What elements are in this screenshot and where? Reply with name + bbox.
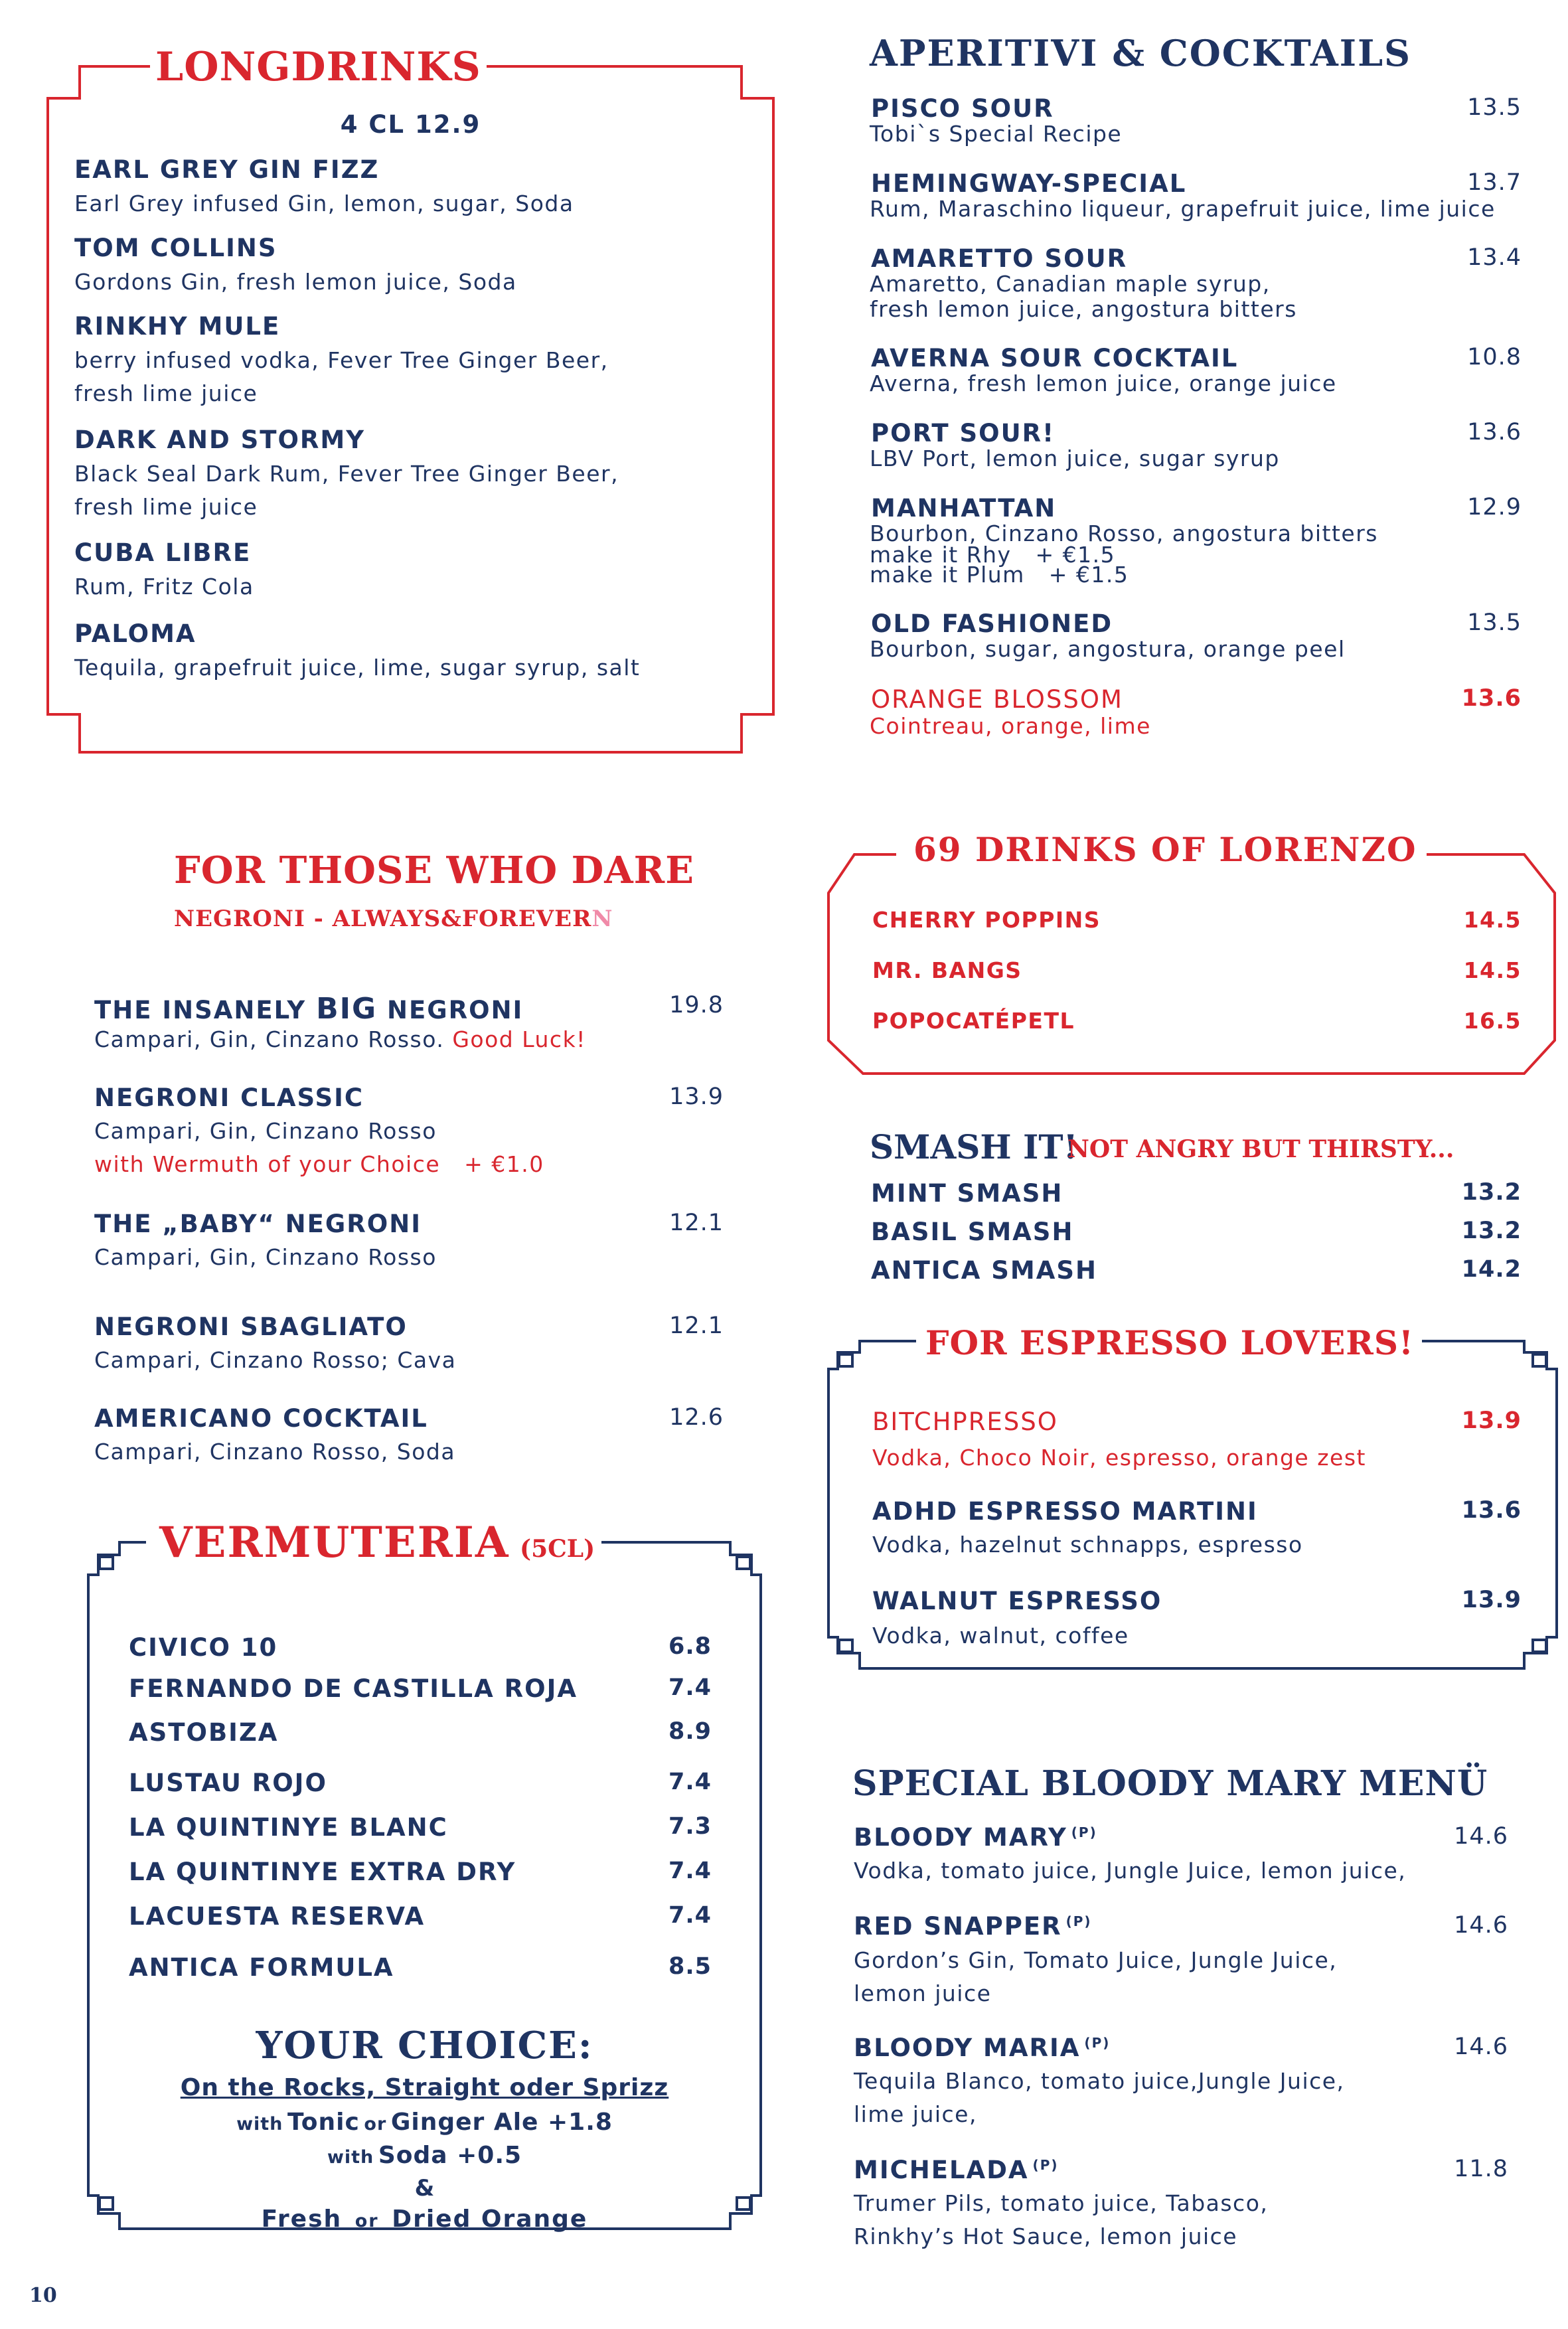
bloody-item-price: 14.6 xyxy=(1454,2034,1508,2060)
ginger-ale-option: Ginger Ale +1.8 xyxy=(390,2109,613,2136)
vermouth-price: 7.4 xyxy=(668,1769,712,1795)
bloody-name: BLOODY MARIA xyxy=(854,2034,1081,2062)
bloody-name: RED SNAPPER xyxy=(854,1912,1062,1941)
or-label: or xyxy=(354,2211,379,2231)
bloody-mark: (P) xyxy=(1084,2034,1111,2051)
cocktail-desc: Rum, Maraschino liqueur, grapefruit juice, lime juice xyxy=(870,196,1496,222)
negroni-desc-text: Campari, Gin, Cinzano Rosso. xyxy=(94,1026,453,1052)
bloody-name: MICHELADA xyxy=(854,2156,1029,2184)
wermuth-note: with Wermuth of your Choice + €1.0 xyxy=(94,1151,544,1177)
espresso-item-name: WALNUT ESPRESSO xyxy=(872,1587,1162,1615)
negroni-price: 13.9 xyxy=(669,1084,724,1110)
espresso-item-price: 13.9 xyxy=(1461,1407,1522,1434)
cocktail-desc: fresh lemon juice, angostura bitters xyxy=(870,296,1297,322)
bloody-item-desc: Rinkhy’s Hot Sauce, lemon juice xyxy=(854,2223,1238,2249)
soda-option: Soda +0.5 xyxy=(378,2142,522,2169)
cocktail-desc: Averna, fresh lemon juice, orange juice xyxy=(870,370,1337,396)
longdrink-name: EARL GREY GIN FIZZ xyxy=(74,155,380,184)
vermouth-name: LA QUINTINYE EXTRA DRY xyxy=(129,1858,516,1886)
cocktail-desc: Bourbon, sugar, angostura, orange peel xyxy=(870,636,1346,662)
smash-item-price: 13.2 xyxy=(1461,1218,1522,1244)
negroni-name: NEGRONI CLASSIC xyxy=(94,1084,364,1112)
bloody-item-price: 14.6 xyxy=(1454,1912,1508,1939)
negroni-name: THE „BABY“ NEGRONI xyxy=(94,1210,422,1238)
bloody-title: SPECIAL BLOODY MARY MENÜ xyxy=(852,1763,1488,1804)
bloody-item-name xyxy=(854,2034,1110,2062)
negroni-name xyxy=(94,992,523,1026)
vermouth-name: LUSTAU ROJO xyxy=(129,1769,327,1797)
dare-subtitle-accent: N xyxy=(591,906,613,932)
dare-title: FOR THOSE WHO DARE xyxy=(174,848,694,892)
with-label: with xyxy=(327,2147,374,2168)
negroni-desc: Campari, Cinzano Rosso; Cava xyxy=(94,1347,457,1373)
with-label: with xyxy=(236,2114,283,2134)
tonic-option: Tonic xyxy=(287,2109,360,2136)
vermouth-price: 7.4 xyxy=(668,1674,712,1701)
negroni-name: AMERICANO COCKTAIL xyxy=(94,1404,428,1433)
bloody-item-price: 11.8 xyxy=(1454,2156,1508,2182)
bloody-mark: (P) xyxy=(1065,1913,1092,1929)
cocktail-name: MANHATTAN xyxy=(871,494,1057,522)
espresso-item-desc: Vodka, hazelnut schnapps, espresso xyxy=(872,1532,1303,1558)
longdrink-name: PALOMA xyxy=(74,619,196,648)
longdrinks-subtitle: 4 CL 12.9 xyxy=(340,110,481,139)
choice-mixer-line xyxy=(88,2109,761,2136)
longdrink-desc: Black Seal Dark Rum, Fever Tree Ginger Beer, xyxy=(74,461,619,487)
cocktail-desc: LBV Port, lemon juice, sugar syrup xyxy=(870,445,1280,471)
longdrink-desc: Rum, Fritz Cola xyxy=(74,574,254,600)
bloody-item-desc: lime juice, xyxy=(854,2101,977,2127)
lorenzo-title: 69 DRINKS OF LORENZO xyxy=(904,830,1427,869)
longdrink-name: RINKHY MULE xyxy=(74,312,281,341)
negroni-name-post: NEGRONI xyxy=(377,996,524,1024)
longdrink-desc: Gordons Gin, fresh lemon juice, Soda xyxy=(74,269,517,295)
smash-item-name: MINT SMASH xyxy=(871,1179,1063,1208)
bloody-mark: (P) xyxy=(1071,1824,1097,1840)
longdrink-name: CUBA LIBRE xyxy=(74,538,252,567)
negroni-name-big: BIG xyxy=(316,992,378,1026)
cocktail-desc: Cointreau, orange, lime xyxy=(870,713,1151,739)
vermuteria-title-wrap xyxy=(153,1518,601,1567)
vermouth-price: 7.3 xyxy=(668,1813,712,1840)
smash-tagline: NOT ANGRY BUT THIRSTY... xyxy=(1067,1135,1454,1163)
longdrink-desc: fresh lime juice xyxy=(74,380,258,406)
negroni-price: 12.1 xyxy=(669,1210,724,1236)
vermouth-price: 8.9 xyxy=(668,1718,712,1745)
vermouth-name: ASTOBIZA xyxy=(129,1718,279,1747)
smash-title: SMASH IT! xyxy=(870,1127,1078,1166)
bloody-item-name xyxy=(854,1823,1097,1852)
vermouth-price: 7.4 xyxy=(668,1902,712,1929)
cocktail-desc: make it Rhy + €1.5 xyxy=(870,542,1116,568)
cocktail-name: AVERNA SOUR COCKTAIL xyxy=(871,344,1239,372)
longdrink-name: TOM COLLINS xyxy=(74,234,277,262)
cocktail-desc: Bourbon, Cinzano Rosso, angostura bitters xyxy=(870,521,1378,546)
espresso-item-name: ADHD ESPRESSO MARTINI xyxy=(872,1497,1258,1526)
negroni-desc: Campari, Cinzano Rosso, Soda xyxy=(94,1439,456,1465)
negroni-name: NEGRONI SBAGLIATO xyxy=(94,1313,408,1341)
negroni-desc xyxy=(94,1026,586,1052)
smash-item-price: 13.2 xyxy=(1461,1179,1522,1206)
cocktail-name: HEMINGWAY-SPECIAL xyxy=(871,169,1187,198)
dare-subtitle-main: NEGRONI - ALWAYS&FOREVER xyxy=(174,906,592,932)
bloody-item-desc: Tequila Blanco, tomato juice,Jungle Juice, xyxy=(854,2068,1345,2094)
negroni-desc: Campari, Gin, Cinzano Rosso xyxy=(94,1244,437,1270)
espresso-item-name: BITCHPRESSO xyxy=(872,1407,1058,1436)
longdrink-desc: berry infused vodka, Fever Tree Ginger Beer, xyxy=(74,347,609,373)
cocktail-price: 13.4 xyxy=(1467,244,1522,271)
lorenzo-item-price: 14.5 xyxy=(1463,907,1522,933)
cocktail-price: 13.7 xyxy=(1467,169,1522,196)
cocktail-price: 13.6 xyxy=(1467,419,1522,445)
dried-orange-option: Dried Orange xyxy=(392,2206,588,2233)
vermuteria-title: VERMUTERIA xyxy=(159,1518,510,1567)
longdrink-desc: Tequila, grapefruit juice, lime, sugar syrup, salt xyxy=(74,655,641,681)
longdrinks-title: LONGDRINKS xyxy=(150,44,487,90)
cocktail-name: PISCO SOUR xyxy=(871,94,1054,123)
bloody-item-desc: Gordon’s Gin, Tomato Juice, Jungle Juice, xyxy=(854,1947,1338,1973)
fresh-option: Fresh xyxy=(261,2206,343,2233)
espresso-title: FOR ESPRESSO LOVERS! xyxy=(917,1323,1422,1362)
cocktail-price: 13.5 xyxy=(1467,94,1522,121)
vermouth-name: LACUESTA RESERVA xyxy=(129,1902,426,1931)
cocktail-price: 13.5 xyxy=(1467,609,1522,636)
smash-item-name: ANTICA SMASH xyxy=(871,1256,1097,1285)
bloody-item-price: 14.6 xyxy=(1454,1823,1508,1850)
cocktail-name: AMARETTO SOUR xyxy=(871,244,1128,273)
or-label: or xyxy=(364,2114,387,2134)
bloody-mark: (P) xyxy=(1032,2156,1059,2173)
choice-soda-line xyxy=(88,2142,761,2169)
vermouth-name: ANTICA FORMULA xyxy=(129,1953,394,1982)
choice-orange-line xyxy=(88,2206,761,2233)
lorenzo-item-name: CHERRY POPPINS xyxy=(872,907,1101,933)
negroni-price: 12.6 xyxy=(669,1404,724,1431)
negroni-name-pre: THE INSANELY xyxy=(94,996,317,1024)
bloody-item-name xyxy=(854,2156,1059,2184)
bloody-item-desc: lemon juice xyxy=(854,1980,992,2006)
negroni-desc-highlight: Good Luck! xyxy=(452,1026,586,1052)
cocktail-desc: Amaretto, Canadian maple syrup, xyxy=(870,271,1271,297)
aperitivi-title: APERITIVI & COCKTAILS xyxy=(870,32,1412,74)
longdrink-desc: Earl Grey infused Gin, lemon, sugar, Soda xyxy=(74,191,574,216)
cocktail-desc: make it Plum + €1.5 xyxy=(870,562,1129,588)
cocktail-price: 10.8 xyxy=(1467,344,1522,370)
choice-serving-options: On the Rocks, Straight oder Sprizz xyxy=(180,2074,669,2101)
espresso-item-price: 13.9 xyxy=(1461,1587,1522,1613)
page-number: 10 xyxy=(29,2284,57,2307)
lorenzo-item-name: POPOCATÉPETL xyxy=(872,1008,1075,1034)
ampersand: & xyxy=(414,2175,435,2202)
your-choice-title: YOUR CHOICE: xyxy=(256,2024,593,2067)
lorenzo-item-price: 16.5 xyxy=(1463,1008,1522,1034)
cocktail-desc: Tobi`s Special Recipe xyxy=(870,121,1123,147)
espresso-item-desc: Vodka, Choco Noir, espresso, orange zest xyxy=(872,1445,1366,1471)
cocktail-price: 12.9 xyxy=(1467,494,1522,521)
vermouth-price: 6.8 xyxy=(668,1633,712,1660)
vermouth-name: CIVICO 10 xyxy=(129,1633,278,1662)
bloody-item-desc: Vodka, tomato juice, Jungle Juice, lemon juice, xyxy=(854,1858,1407,1884)
smash-item-name: BASIL SMASH xyxy=(871,1218,1074,1246)
cocktail-price: 13.6 xyxy=(1461,685,1522,712)
bloody-item-name xyxy=(854,1912,1092,1941)
cocktail-name: PORT SOUR! xyxy=(871,419,1056,447)
bloody-item-desc: Trumer Pils, tomato juice, Tabasco, xyxy=(854,2190,1269,2216)
lorenzo-item-price: 14.5 xyxy=(1463,957,1522,983)
dare-subtitle xyxy=(174,906,613,932)
negroni-desc: Campari, Gin, Cinzano Rosso xyxy=(94,1118,437,1144)
vermuteria-size: (5CL) xyxy=(520,1535,595,1563)
smash-item-price: 14.2 xyxy=(1461,1256,1522,1283)
vermouth-price: 7.4 xyxy=(668,1858,712,1884)
vermouth-name: FERNANDO DE CASTILLA ROJA xyxy=(129,1674,578,1703)
espresso-item-desc: Vodka, walnut, coffee xyxy=(872,1623,1129,1648)
cocktail-name: ORANGE BLOSSOM xyxy=(871,685,1123,714)
cocktail-name: OLD FASHIONED xyxy=(871,609,1113,638)
negroni-price: 12.1 xyxy=(669,1313,724,1339)
negroni-price: 19.8 xyxy=(669,992,724,1018)
vermouth-name: LA QUINTINYE BLANC xyxy=(129,1813,448,1842)
bloody-name: BLOODY MARY xyxy=(854,1823,1067,1852)
longdrink-name: DARK AND STORMY xyxy=(74,426,366,454)
longdrink-desc: fresh lime juice xyxy=(74,494,258,520)
lorenzo-item-name: MR. BANGS xyxy=(872,957,1022,983)
vermouth-price: 8.5 xyxy=(668,1953,712,1980)
espresso-item-price: 13.6 xyxy=(1461,1497,1522,1524)
